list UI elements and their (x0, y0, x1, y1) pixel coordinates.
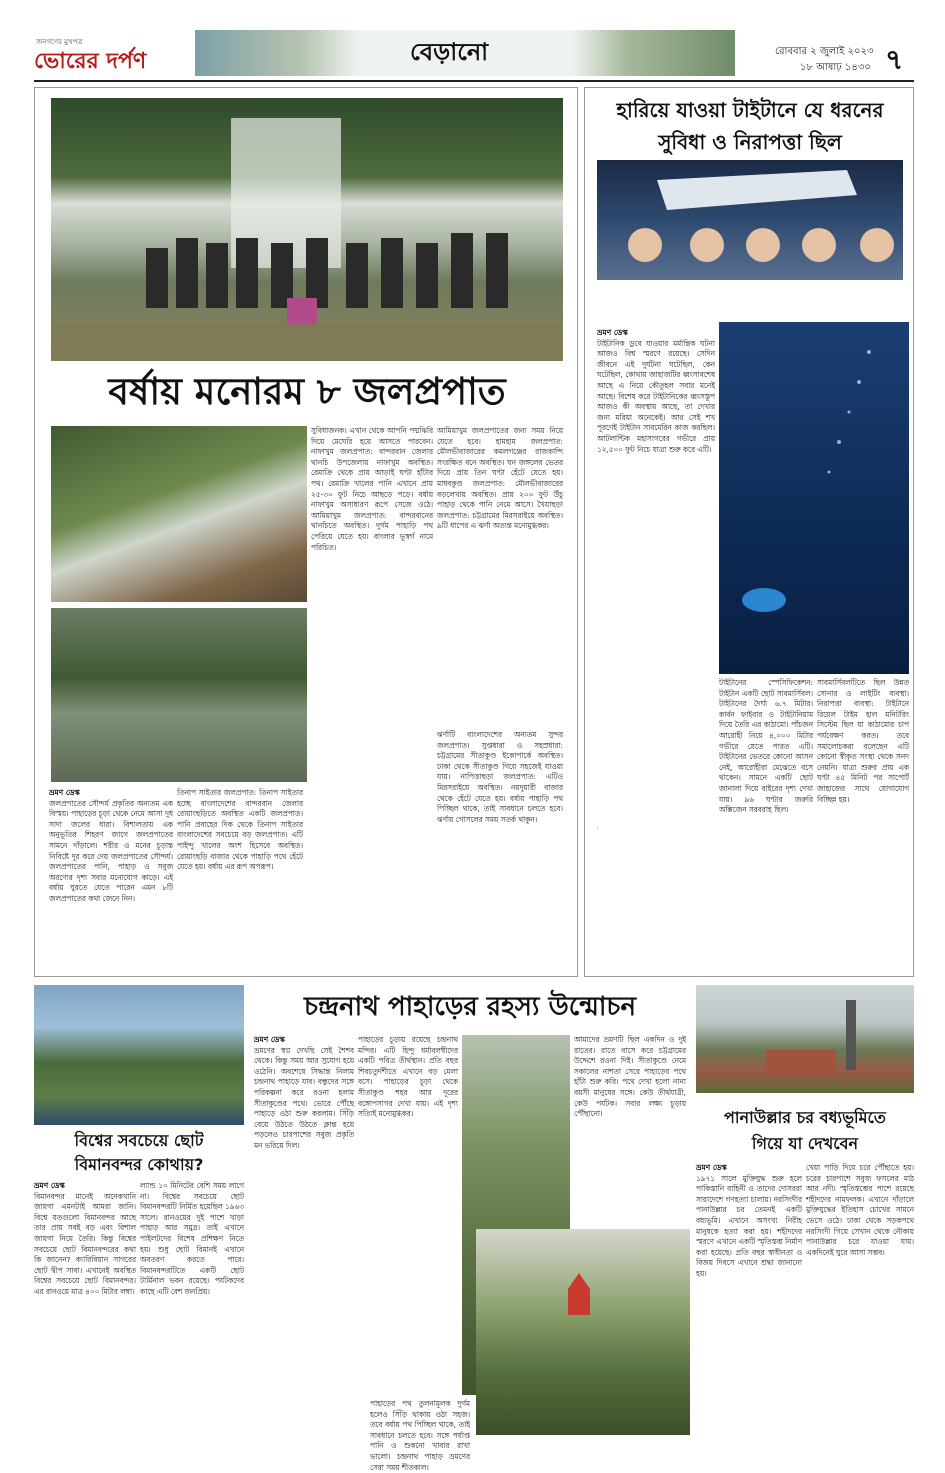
titan-text-3: সাবমার্সিবলটিতে ছিল উন্নত সোনার ও লাইটিং ব্যবস্থা। নিরাপত্তা ব্যবস্থা: টাইটানে রিয়েল টাইম হাল মনিটরিং সিস্টেম ছিল যা কাঠামোর চাপ পর্যবেক্ষণ করত। তবে সমালোচকরা বলেছেন এটি কোনো স্বীকৃত সংস্থা থেকে সনদ নেয়নি। যাত্রা শুরুর প্রায় এক ঘণ্টা ৪৫ মিনিট পর সাপোর্ট জাহাজের সাথে যোগাযোগ বিচ্ছিন্ন হয়। (817, 678, 909, 804)
titan-article (584, 87, 914, 977)
titan-col-1 (597, 328, 715, 968)
chandranath-col-1 (254, 1035, 354, 1435)
chandranath-text-1: ভ্রমণের স্বপ্ন দেখছি সেই শৈশব থেকে। কিন্তু সময় আর সুযোগ হয়ে ওঠেনি। অবশেষে সিদ্ধান্ত নিলাম চন্দ্রনাথ পাহাড়ে যাব। বন্ধুদের সঙ্গে পরিকল্পনা করে রওনা হলাম সীতাকুণ্ডের পথে। ভোরে পৌঁছে পাহাড়ে ওঠা শুরু করলাম। সিঁড়ি বেয়ে উঠতে উঠতে ক্লান্ত হয়ে পড়লেও চারপাশের সবুজ প্রকৃতি মন ভরিয়ে দিল। (254, 1045, 354, 1150)
titan-col-4 (597, 828, 598, 829)
airport-col-2 (140, 1181, 244, 1443)
chandranath-text-2: পাহাড়ের চূড়ায় রয়েছে চন্দ্রনাথ মন্দির। এটি হিন্দু ধর্মাবলম্বীদের একটি পবিত্র তীর্থস্থান। প্রতি বছর শিবচতুর্দশীতে এখানে বড় মেলা বসে। পাহাড়ের চূড়া থেকে সীতাকুণ্ড শহর আর দূরের বঙ্গোপসাগর দেখা যায়। এই দৃশ্য সত্যিই মনোমুগ্ধকর। (358, 1035, 458, 1119)
chandranath-text-3: পাহাড়ের পথ তুলনামূলক দুর্গম হলেও সিঁড়ি থাকায় ওঠা সহজ। তবে বর্ষায় পথ পিচ্ছিল থাকে, তাই সাবধানে চলতে হবে। সঙ্গে পর্যাপ্ত পানি ও শুকনো খাবার রাখা ভালো। চন্দ্রনাথ পাহাড় ভ্রমণের সেরা সময় শীতকাল। (370, 1399, 470, 1472)
waterfalls-text-1: জলপ্রপাতের সৌন্দর্য প্রকৃতির অন্যতম এক বিস্ময়। পাহাড়ের চূড়া থেকে নেমে আসা দুধ সাদা জলের ধারা। বিশালতায় এক অনুভূতির শিহরণ জাগে জলপ্রপাতের সামনে দাঁড়ালে। শরীর ও মনের চূড়ান্ত নিবিষ্টে দূর করে দেয় জলপ্রপাতের সৌন্দর্য। জলপ্রপাতের পানি, পাহাড় ও সবুজ অরণ্যের দৃশ্য সবার মনোযোগ কাড়ে। এই বর্ষায় ঘুরতে যেতে পারেন এমন ৮টি জলপ্রপাতের কথা জেনে নিন। (49, 798, 173, 903)
panaullah-text-1: ১৯৭১ সালে মুক্তিযুদ্ধ শুরু হলে পাকিস্তানি বাহিনী ও তাদের দোসররা সারাদেশে গণহত্যা চালায়। নরসিংদীর পানাউল্লার চর তেমনই একটি বধ্যভূমি। এখানে অসংখ্য নিরীহ মানুষকে হত্যা করা হয়। শহীদদের স্মরণে এখানে একটি স্মৃতিস্তম্ভ নির্মাণ করা হয়েছে। প্রতি বছর স্বাধীনতা ও বিজয় দিবসে এখানে শ্রদ্ধা জানানো হয়। (696, 1173, 802, 1278)
airport-article (34, 985, 244, 1445)
tagline: জনগণের মুখপত্র (36, 38, 83, 46)
waterfalls-text-2: তিনাপ সাইতার জলপ্রপাত: তিনাপ সাইতার হচ্ছে বাংলাদেশের বান্দরবান জেলার রোয়াংছড়িতে অবস্থিত একটি জলপ্রপাত। পানি প্রবাহের দিক থেকে তিনাপ সাইতার বাংলাদেশের সবচেয়ে বড় জলপ্রপাত। এটি পাইন্দু খালের অংশ হিসেবে অবস্থিত। রোয়াংছড়ি বাজার থেকে পাহাড়ি পথে হেঁটে যেতে হয়। বর্ষায় এর রূপ অপরূপ। (177, 788, 303, 872)
masthead-rule (34, 80, 914, 82)
date-english: রোববার ২ জুলাই ২০২৩ (775, 46, 874, 57)
airport-headline-2: বিমানবন্দর কোথায়? (74, 1155, 204, 1174)
panaullah-byline: ভ্রমণ ডেস্ক (696, 1163, 727, 1172)
panaullah-article (696, 985, 914, 1445)
titan-text-1: টাইটানিক ডুবে যাওয়ার মর্মান্তিক ঘটনা আজও বিশ্ব স্মরণে রয়েছে। সেদিন জীবনে এই দুর্ঘটনা ঘটেছিল, কেন ঘটেছিল, কোথায় জাহাজটির ধ্বংসাবশেষ আছে এ নিয়ে কৌতূহল সবার মনেই আছে। বিশেষ করে টাইটানিকের ধ্বংসস্তূপ আজও কী অবস্থায় আছে, তা দেখার জন্য মরিয়া অনেকেই। আর সেই শখ পূরণেই টাইটান সাবমেরিন কাজ করছিল। আটলান্টিক মহাসাগরের গভীরে প্রায় ১২,৫০০ ফুট নিচে যাত্রা শুরু করে এটি। (597, 338, 715, 454)
titan-text-2: টাইটানের স্পেসিফিকেশন: টাইটান একটি ছোট সাবমার্সিবল। টাইটানের দৈর্ঘ্য ৬.৭ মিটার। কার্বন ফাইবার ও টাইটানিয়াম দিয়ে তৈরি এর কাঠামো। পাঁচজন আরোহী নিয়ে ৪,০০০ মিটার গভীরে যেতে পারত এটি। টাইটানের ভেতরে কোনো আসন নেই, আরোহীরা মেঝেতে বসে থাকেন। সামনে একটি ছোট জানালা দিয়ে বাইরের দৃশ্য দেখা যায়। ৯৬ ঘণ্টার জরুরি অক্সিজেন সরবরাহ ছিল। (719, 678, 813, 815)
panaullah-headline-1: পানাউল্লার চর বধ্যভূমিতে (724, 1108, 886, 1127)
panaullah-headline-2: গিয়ে যা দেখবেন (751, 1134, 859, 1153)
panaullah-text-2: খেয়া পাড়ি দিয়ে চরে পৌঁছাতে হয়। চরের চারপাশে সবুজ ফসলের মাঠ আর নদী। স্মৃতিস্তম্ভের পাশে রয়েছে শহীদদের নামফলক। এখানে দাঁড়ালে মুক্তিযুদ্ধের ইতিহাস চোখের সামনে ভেসে ওঠে। ঢাকা থেকে সড়কপথে নরসিংদী গিয়ে সেখান থেকে নৌকায় পানাউল্লার চরে যাওয়া যায়। একদিনেই ঘুরে আসা সম্ভব। (806, 1163, 914, 1257)
waterfalls-text-4: আমিয়াখুম জলপ্রপাতের জন্য সময় নিয়ে যেতে হবে। হামহাম জলপ্রপাত: মৌলভীবাজারের কমলগঞ্জের রাজকান্দি সংরক্ষিত বনে অবস্থিত। ঘন জঙ্গলের ভেতর দিয়ে প্রায় তিন ঘণ্টা হেঁটে যেতে হয়। মাধবকুণ্ড জলপ্রপাত: মৌলভীবাজারের বড়লেখায় অবস্থিত। প্রায় ২০০ ফুট উঁচু পাহাড় থেকে পানি নেমে আসে। খৈয়াছড়া জলপ্রপাত: চট্টগ্রামের মিরসরাইয়ে অবস্থিত। ৯টি ধাপের এ ঝর্ণা অত্যন্ত মনোমুগ্ধকর। (437, 426, 563, 531)
waterfalls-headline: বর্ষায় মনোরম ৮ জলপ্রপাত (108, 370, 506, 413)
panaullah-col-1 (696, 1163, 802, 1443)
group-waterfall-photo (51, 98, 563, 361)
chandranath-col-3 (370, 1399, 470, 1472)
titan-submarine-photo (719, 322, 909, 674)
airport-headline-1: বিশ্বের সবচেয়ে ছোট (74, 1131, 204, 1150)
waterfalls-col-4 (437, 426, 563, 726)
waterfalls-col-1 (49, 788, 173, 973)
waterfall-photo-3 (51, 608, 307, 782)
masthead (0, 0, 945, 84)
titan-text-4 (597, 828, 598, 829)
waterfalls-col-2 (177, 788, 303, 973)
page-number: ৭ (885, 43, 904, 76)
section-title: বেড়ানো (410, 38, 489, 66)
waterfalls-article (34, 87, 578, 977)
titan-col-2 (719, 678, 813, 968)
titan-passengers-photo (597, 160, 903, 280)
date-bangla: ১৮ আষাঢ় ১৪৩০ (800, 62, 871, 73)
panaullah-memorial-photo (696, 985, 914, 1093)
waterfalls-text-3: সুবিধাজনক। এখান থেকে আপনি পদ্মঝিরি দিয়ে মেঘেরি হয়ে আসতে পারবেন। নাফাখুম জলপ্রপাত: বান্দরবান জেলার থানচি উপজেলায় নাফাখুম অবস্থিত। রেমাক্রি থেকে প্রায় আড়াই ঘণ্টা হাঁটার পথ। রেমাক্রি খালের পানি এখানে প্রায় ২৫-৩০ ফুট নিচে আছড়ে পড়ে। বর্ষায় নাফাখুম অসাধারণ রূপে সেজে ওঠে। আমিয়াখুম জলপ্রপাত: বান্দরবানের থানচিতে অবস্থিত। দুর্গম পাহাড়ি পথ পেরিয়ে যেতে হয়। বাংলার ভূস্বর্গ নামে পরিচিত। (311, 426, 433, 552)
chandranath-byline: ভ্রমণ ডেস্ক (254, 1035, 285, 1044)
airport-text-1: বিমানবন্দর মানেই অনেকখানি জায়গা এমনটাই আমরা জানি। বিশ্বে যতগুলো বিমানবন্দর আছে তার প্রায় সবই বড় এবং বিশাল জায়গা নিয়ে তৈরি। কিন্তু বিশ্বের সবচেয়ে ছোট বিমানবন্দরের কথা কি জানেন? ক্যারিবিয়ান সাগরের ছোট দ্বীপ সাবা। এখানেই অবস্থিত বিশ্বের সবচেয়ে ছোট বিমানবন্দর। এর রানওয়ে মাত্র ৪০০ মিটার লম্বা। (34, 1191, 136, 1296)
titan-col-3 (817, 678, 909, 968)
chandranath-temple-photo (476, 1229, 690, 1435)
waterfalls-byline: ভ্রমণ ডেস্ক (49, 788, 80, 797)
airport-island-photo (34, 985, 244, 1125)
chandranath-text-4: আমাদের ভ্রমণটি ছিল একদিন ও দুই রাতের। রাতে বাসে করে চট্টগ্রামের উদ্দেশে রওনা দিই। সীতাকুণ্ডে নেমে সকালের নাশতা সেরে পাহাড়ের পথে হাঁটা শুরু করি। পথে দেখা হলো নানা বয়সী মানুষের সঙ্গে। কেউ তীর্থযাত্রী, কেউ পর্যটক। সবার লক্ষ্য চূড়ায় পৌঁছানো। (574, 1035, 686, 1119)
panaullah-col-2 (806, 1163, 914, 1443)
airport-col-1 (34, 1181, 136, 1443)
titan-headline-2: সুবিধা ও নিরাপত্তা ছিল (658, 130, 842, 154)
waterfall-photo-2 (51, 426, 307, 602)
newspaper-logo: ভোরের দর্পণ (34, 48, 147, 74)
waterfalls-text-5: ঝর্ণাটি বাংলাদেশের অন্যতম সুন্দর জলপ্রপাত। সুপ্তধারা ও সহস্রধারা: চট্টগ্রামের সীতাকুণ্ড ইকোপার্কে অবস্থিত। ঢাকা থেকে সীতাকুণ্ড গিয়ে সহজেই যাওয়া যায়। নাপিত্তাছড়া জলপ্রপাত: এটিও মিরসরাইয়ে অবস্থিত। নয়দুয়ারী বাজার থেকে হেঁটে যেতে হয়। বর্ষায় পাহাড়ি পথ পিচ্ছিল থাকে, তাই সাবধানে চলতে হবে। ঝর্ণায় গোসলের সময় সতর্ক থাকুন। (437, 730, 563, 824)
chandranath-headline: চন্দ্রনাথ পাহাড়ের রহস্য উন্মোচন (304, 992, 636, 1022)
chandranath-article (250, 985, 690, 1472)
waterfalls-col-3 (311, 426, 433, 973)
chandranath-col-4 (574, 1035, 686, 1225)
waterfalls-col-5 (437, 730, 563, 973)
titan-byline: ভ্রমণ ডেস্ক (597, 328, 628, 337)
airport-text-2: ল্যান্ড ১০ মিনিটের বেশি সময় লাগে না। বিশ্বের সবচেয়ে ছোট বিমানবন্দরটি নির্মিত হয়েছিল ১৯৬৩ সালে। রানওয়ের দুই পাশে খাড়া পাহাড় আর সমুদ্র। তাই এখানে পাইলটদের বিশেষ প্রশিক্ষণ নিতে হয়। শুধু ছোট বিমানই এখানে অবতরণ করতে পারে। বিমানবন্দরটিতে একটি ছোট টার্মিনাল ভবন রয়েছে। পর্যটকদের কাছে এটি বেশ জনপ্রিয়। (140, 1181, 244, 1296)
airport-byline: ভ্রমণ ডেস্ক (34, 1181, 65, 1190)
chandranath-col-2 (358, 1035, 458, 1435)
titan-headline-1: হারিয়ে যাওয়া টাইটানে যে ধরনের (616, 98, 884, 122)
